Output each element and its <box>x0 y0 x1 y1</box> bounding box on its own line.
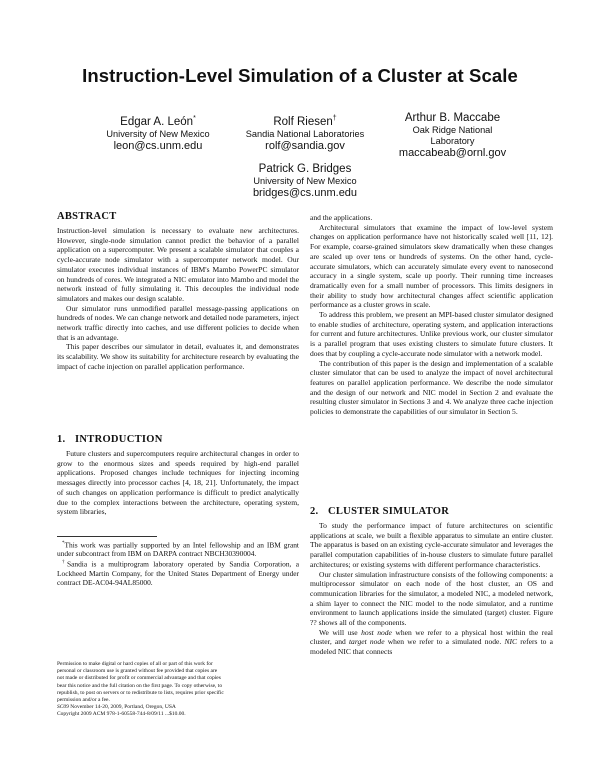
copyright-line: Copyright 2009 ACM 978-1-60558-744-8/09/11 ...$10.00. <box>57 711 186 718</box>
permission-line: not made or distributed for profit or commercial advantage and that copies <box>57 675 221 682</box>
introduction-paragraph: The contribution of this paper is the design and implementation of a scalable cluster simulator that can be used to analyze the impact of novel architectural features on parallel application performance. We describe the node simulator and the design of our network and NIC model in Section 2 and evaluate the resulting cluster simulator in Sections 3 and 4. We analyze three cache injection policies to demonstrate the capabilities of our simulator in Section 5. <box>310 358 553 417</box>
author-affiliation: Oak Ridge National <box>412 125 493 135</box>
abstract-body <box>57 226 299 372</box>
author-mark: † <box>332 115 337 122</box>
paper-title: Instruction-Level Simulation of a Cluster at Scale <box>82 65 518 86</box>
section-paragraph: Our cluster simulation infrastructure consists of the following components: a multiprocessor simulator on each node of the host cluster, an OS and communication libraries for the simulator, a modeled NIC, a modeled network, a shim layer to connect the NIC model to the node simulator, and a runtime environment to launch applications inside the simulated (target) cluster. Figure ?? shows all of the components. <box>310 569 553 628</box>
author-email: rolf@sandia.gov <box>265 139 345 152</box>
section-heading-introduction <box>57 434 163 445</box>
introduction-paragraph: To address this problem, we present an MPI-based cluster simulator designed to enable studies of architecture, operating system, and application interactions for current and future architectures. Unlike previous work, our cluster simulator is a parallel program that uses existing clusters to simulate future clusters. It does that by coupling a cycle-accurate node simulator with a network model. <box>310 310 553 358</box>
right-column-intro-continued <box>310 213 553 417</box>
section-title: INTRODUCTION <box>75 434 163 445</box>
footnote <box>57 558 299 586</box>
author-block-maccabe <box>375 112 530 160</box>
term-target-node: target node <box>348 637 385 647</box>
venue-name: SC09 <box>57 704 69 711</box>
text-run: We will use <box>319 627 362 637</box>
author-block-riesen <box>225 112 385 153</box>
introduction-paragraph: and the applications. <box>310 213 373 222</box>
author-affiliation: Sandia National Laboratories <box>245 128 365 139</box>
abstract-heading: ABSTRACT <box>57 211 117 222</box>
footnotes <box>57 539 299 587</box>
author-name: Rolf Riesen <box>273 115 333 128</box>
section-paragraph <box>310 628 553 657</box>
author-name: Patrick G. Bridges <box>258 163 352 175</box>
term-host-node: host node <box>361 627 392 637</box>
permission-line: personal or classroom use is granted without fee provided that copies are <box>57 668 218 675</box>
permission-notice <box>57 661 299 719</box>
author-email: bridges@cs.unm.edu <box>252 187 358 199</box>
author-name: Arthur B. Maccabe <box>404 112 501 124</box>
introduction-paragraph: Architectural simulators that examine the impact of low-level system changes on application performance have not historically scaled well [11, 12]. For example, coarse-grained simulators skew dramatically when these changes are scaled up over tens or hundreds of systems. On the other hand, cycle-accurate simulators, which can accurately simulate every event to nanosecond accuracy in a single system, scale up poorly. Their running time increases dramatically even for a small number of processors. This limits designers in their ability to study how architectural changes affect scientific application performance as a cluster grows in scale. <box>310 222 553 310</box>
section-number: 1. <box>57 434 66 445</box>
footnote-mark: * <box>62 541 65 546</box>
permission-line: permission and/or a fee. <box>57 697 110 704</box>
author-affiliation-line2: Laboratory <box>430 136 475 146</box>
footnote <box>57 539 299 558</box>
cluster-simulator-body <box>310 521 553 657</box>
author-block-leon <box>83 112 233 153</box>
permission-line: bear this notice and the full citation on the first page. To copy otherwise, to <box>57 682 223 689</box>
author-email: maccabeab@ornl.gov <box>398 147 507 159</box>
permission-line: republish, to post on servers or to redistribute to lists, requires prior specific <box>57 689 224 696</box>
section-heading-cluster-simulator <box>310 506 449 517</box>
author-affiliation: University of New Mexico <box>106 128 210 139</box>
abstract-paragraph: This paper describes our simulator in detail, evaluates it, and demonstrates its scalability. We show its suitability for architecture research by evaluating the impact of cache injection on parallel application performance. <box>57 342 299 371</box>
text-run: when we refer to a physical host within the real cluster, and <box>310 627 553 647</box>
text-run: refers to a modeled NIC that connects <box>310 637 553 657</box>
introduction-body <box>57 449 299 517</box>
permission-line: Permission to make digital or hard copies of all or part of this work for <box>57 661 213 667</box>
author-email: leon@cs.unm.edu <box>113 139 203 152</box>
section-paragraph: To study the performance impact of future architectures on scientific applications at scale, we built a flexible apparatus to simulate an entire cluster. The apparatus is based on an existing cycle-accurate simulator and leverages the parallel computation capabilities of in-house clusters to simulate future parallel architectures; or existing systems with different performance characteristics. <box>310 521 553 569</box>
section-number: 2. <box>310 506 319 517</box>
introduction-paragraph: Future clusters and supercomputers require architectural changes in order to grow to the enormous sizes and speeds required by high-end parallel applications. Proposed changes include techniques for injecting incoming messages directly into processor caches [4, 18, 21]. Unfortunately, the impact of such changes on application performance is difficult to predict analytically due to the complex interactions between the architecture, operating system, system libraries, <box>57 449 299 517</box>
venue-details: November 14-20, 2009, Portland, Oregon, USA <box>68 704 176 711</box>
text-run: when we refer to a simulated node. <box>384 637 505 647</box>
footnote-text: Sandia is a multiprogram laboratory operated by Sandia Corporation, a Lockheed Martin Company, for the United States Department of Energy under contract DE-AC04-94AL85000. <box>57 559 300 587</box>
author-mark: * <box>193 115 196 122</box>
abstract-paragraph: Instruction-level simulation is necessary to evaluate new architectures. However, single-node simulation cannot predict the behavior of a parallel application on a supercomputer. We present a scalable simulator that couples a cycle-accurate node simulator with a supercomputer network model. Our simulator executes individual instances of IBM's Mambo PowerPC simulator on hundreds of cores. We integrated a NIC emulator into Mambo and model the network instead of fully simulating it. This decouples the individual node simulators and makes our design scalable. <box>57 226 299 303</box>
author-name: Edgar A. León <box>120 115 194 128</box>
abstract-paragraph: Our simulator runs unmodified parallel message-passing applications on hundreds of nodes. We can change network and detailed node parameters, inject network traffic directly into caches, and use different policies to decide when that is an advantage. <box>57 303 299 342</box>
footnote-rule <box>57 536 157 537</box>
author-affiliation: University of New Mexico <box>253 176 357 186</box>
author-block-bridges <box>225 163 385 200</box>
footnote-mark: † <box>62 560 67 566</box>
term-nic: NIC <box>504 637 518 647</box>
footnote-text: This work was partially supported by an Intel fellowship and an IBM grant under subcontract from IBM on DARPA contract NBCH30390004. <box>57 540 299 559</box>
section-title: CLUSTER SIMULATOR <box>328 506 450 517</box>
